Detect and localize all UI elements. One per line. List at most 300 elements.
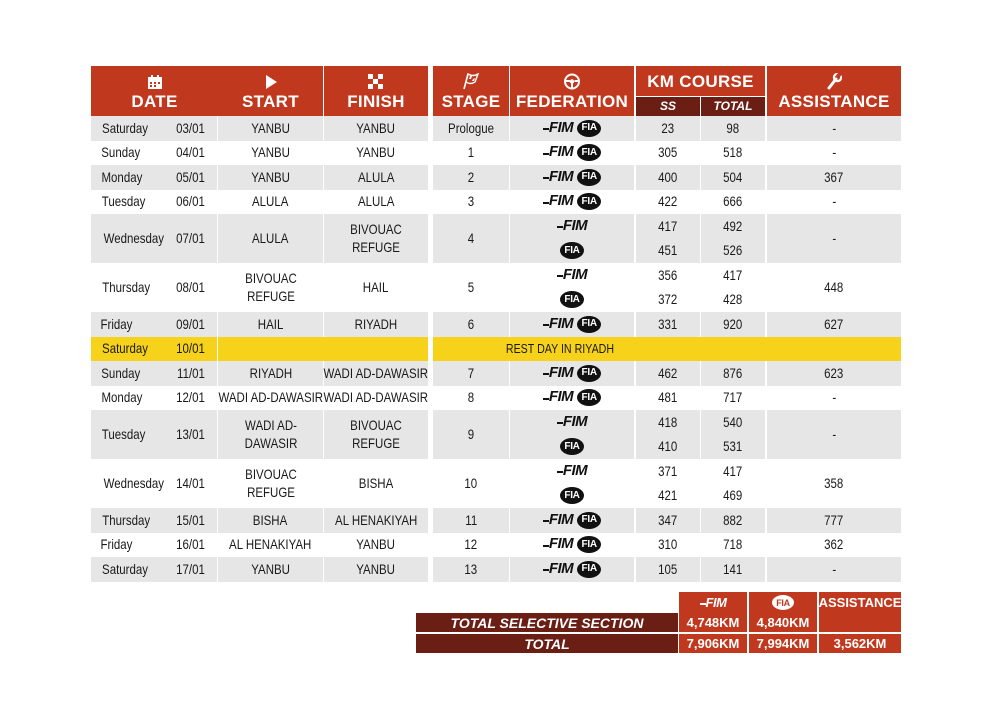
row-stage <box>433 459 509 508</box>
row-federation <box>510 508 634 533</box>
table-row <box>91 337 901 362</box>
row-assistance-text: - <box>832 119 836 136</box>
row-total <box>701 386 765 411</box>
totals-header-assistance: ASSISTANCE <box>819 592 901 613</box>
row-finish <box>324 141 428 166</box>
fia-logo-icon: FIA <box>560 438 584 455</box>
row-assistance-text: 358 <box>824 474 844 491</box>
row-ss-text: 462 <box>658 364 678 381</box>
row-start-text: ALULA <box>252 193 289 209</box>
row-start <box>218 190 323 215</box>
row-day <box>91 361 165 386</box>
row-day-text: Monday <box>101 389 143 405</box>
row-total-fia-text: 531 <box>723 438 743 454</box>
column-divider <box>428 66 433 582</box>
row-ss <box>636 386 700 411</box>
row-ss-fim <box>636 263 700 288</box>
row-federation <box>510 190 634 215</box>
row-date <box>165 533 217 558</box>
federation-logos <box>543 168 601 187</box>
row-federation <box>510 165 634 190</box>
row-date-text: 08/01 <box>176 278 206 295</box>
row-total-text: 717 <box>723 389 743 405</box>
row-finish <box>324 508 428 533</box>
row-start <box>218 214 323 263</box>
federation-logos <box>543 364 601 383</box>
wrench-icon <box>826 73 842 90</box>
header-date-label: DATE <box>131 92 178 111</box>
header-federation-label: FEDERATION <box>515 92 629 111</box>
header-assistance-label: ASSISTANCE <box>778 92 890 111</box>
row-start <box>218 459 323 508</box>
row-date-text: 11/01 <box>177 364 205 381</box>
header-assistance <box>767 66 901 116</box>
row-start <box>218 533 323 558</box>
row-ss <box>636 312 700 337</box>
row-finish-text: WADI AD-DAWASIR <box>323 364 429 381</box>
row-total-text: 666 <box>723 193 743 209</box>
row-ss <box>636 533 700 558</box>
row-date <box>165 410 217 459</box>
row-day <box>91 263 165 312</box>
federation-logos <box>543 315 601 334</box>
row-ss <box>636 165 700 190</box>
row-finish <box>324 459 428 508</box>
header-km-course-label: KM COURSE <box>647 72 754 91</box>
row-date <box>165 557 217 582</box>
checkered-flag-icon <box>368 73 384 90</box>
fia-logo-icon: FIA <box>577 169 601 186</box>
row-start <box>218 386 323 411</box>
row-day <box>91 533 165 558</box>
fim-logo-icon: FIM <box>557 413 587 432</box>
row-federation <box>510 116 634 141</box>
row-date-text: 07/01 <box>176 229 206 246</box>
row-date-text: 04/01 <box>176 144 206 160</box>
row-total-text: 98 <box>726 119 740 136</box>
row-total-fia-text: 469 <box>723 487 743 503</box>
row-total-text: 718 <box>723 536 743 552</box>
row-assistance <box>767 141 901 166</box>
row-assistance-text: - <box>832 389 836 405</box>
fim-logo-icon: FIM <box>543 192 573 211</box>
row-assistance <box>767 557 901 582</box>
row-ss-text: 23 <box>661 119 675 136</box>
row-date <box>165 165 217 190</box>
row-total-text: 504 <box>723 168 743 185</box>
fia-logo-icon: FIA <box>577 144 601 161</box>
row-assistance-text: 362 <box>824 536 844 552</box>
table-row <box>91 141 901 166</box>
row-federation-fim <box>510 410 634 435</box>
rest-day-label <box>218 337 901 362</box>
row-day <box>91 214 165 263</box>
row-ss <box>636 190 700 215</box>
row-stage <box>433 214 509 263</box>
row-day-text: Saturday <box>102 340 149 356</box>
row-start-text: YANBU <box>251 144 290 160</box>
fim-logo-icon: FIM <box>700 595 727 610</box>
play-icon <box>264 73 278 90</box>
fim-logo-icon: FIM <box>543 168 573 187</box>
row-date <box>165 312 217 337</box>
row-start-text: AL HENAKIYAH <box>229 536 312 552</box>
row-stage <box>433 361 509 386</box>
row-date <box>165 116 217 141</box>
total-selective-assistance <box>819 613 901 632</box>
row-assistance <box>767 459 901 508</box>
row-ss-fim <box>636 459 700 484</box>
row-date-text: 10/01 <box>176 340 206 356</box>
row-day <box>91 312 165 337</box>
row-finish <box>324 312 428 337</box>
row-finish-text: RIYADH <box>354 315 398 332</box>
row-date <box>165 386 217 411</box>
row-finish <box>324 410 428 459</box>
row-ss <box>636 116 700 141</box>
row-federation-fia <box>510 239 634 264</box>
row-assistance-text: 627 <box>824 315 844 332</box>
row-start-text: WADI AD-DAWASIR <box>244 417 297 451</box>
row-assistance-text: - <box>832 560 836 577</box>
row-total-fim <box>701 214 765 239</box>
fim-logo-icon: FIM <box>543 119 573 138</box>
row-day-text: Friday <box>100 315 133 332</box>
fim-logo-icon: FIM <box>543 143 573 162</box>
row-assistance <box>767 165 901 190</box>
fim-logo-icon: FIM <box>543 535 573 554</box>
row-start-text: BISHA <box>253 511 288 528</box>
row-ss-fia <box>636 288 700 313</box>
header-federation <box>510 66 634 116</box>
federation-logos <box>543 511 601 530</box>
totals-header-fim <box>679 592 747 613</box>
table-row <box>91 386 901 411</box>
row-federation <box>510 533 634 558</box>
row-ss <box>636 508 700 533</box>
row-federation <box>510 361 634 386</box>
header-start-label: START <box>242 92 299 111</box>
row-total-fim <box>701 263 765 288</box>
table-row <box>91 410 901 459</box>
fia-logo-icon: FIA <box>577 316 601 333</box>
row-federation <box>510 312 634 337</box>
row-stage <box>433 533 509 558</box>
fim-logo-icon: FIM <box>543 364 573 383</box>
row-date <box>165 508 217 533</box>
row-stage-text: 13 <box>464 560 478 577</box>
row-stage-text: 2 <box>467 168 475 185</box>
row-day-text: Saturday <box>102 119 149 136</box>
row-assistance-text: - <box>832 229 836 246</box>
total-selective-fim: 4,748KM <box>679 613 747 632</box>
calendar-icon <box>147 73 163 90</box>
row-date-text: 06/01 <box>176 193 206 209</box>
row-total-fia-text: 428 <box>723 291 743 307</box>
row-total <box>701 141 765 166</box>
row-assistance <box>767 214 901 263</box>
header-km-course <box>636 66 765 96</box>
row-total-fia <box>701 288 765 313</box>
fim-logo-icon: FIM <box>543 315 573 334</box>
rest-day-text: REST DAY IN RIYADH <box>505 340 614 356</box>
row-stage <box>433 116 509 141</box>
row-date-text: 17/01 <box>176 560 206 577</box>
row-day-text: Thursday <box>102 511 151 528</box>
row-day-text: Tuesday <box>101 425 146 442</box>
row-total-fia-text: 526 <box>723 242 743 258</box>
row-ss-fia-text: 421 <box>658 487 678 503</box>
total-label: TOTAL <box>416 634 678 653</box>
row-date <box>165 190 217 215</box>
row-ss <box>636 141 700 166</box>
row-total-text: 518 <box>723 144 743 160</box>
row-total <box>701 557 765 582</box>
row-total-fia <box>701 484 765 509</box>
total-selective-label: TOTAL SELECTIVE SECTION <box>416 613 678 632</box>
row-start-text: RIYADH <box>249 364 292 381</box>
row-day <box>91 508 165 533</box>
fia-logo-icon: FIA <box>577 193 601 210</box>
table-row <box>91 312 901 337</box>
row-federation-fim <box>510 263 634 288</box>
row-federation-fia <box>510 288 634 313</box>
fia-logo-icon: FIA <box>560 242 584 259</box>
row-finish-text: BISHA <box>358 474 394 491</box>
fim-logo-icon: FIM <box>543 388 573 407</box>
total-fim: 7,906KM <box>679 634 747 653</box>
row-start <box>218 312 323 337</box>
row-total-fim-text: 540 <box>723 413 743 430</box>
row-start-text: BIVOUAC REFUGE <box>244 270 297 304</box>
fim-logo-icon: FIM <box>543 511 573 530</box>
row-total <box>701 312 765 337</box>
row-ss-fim-text: 371 <box>658 462 678 479</box>
row-date-text: 13/01 <box>176 425 206 442</box>
row-day-text: Sunday <box>101 144 141 160</box>
row-assistance-text: - <box>832 193 836 209</box>
row-finish <box>324 116 428 141</box>
fia-logo-icon: FIA <box>577 512 601 529</box>
fia-logo-icon: FIA <box>577 120 601 137</box>
row-federation <box>510 386 634 411</box>
row-assistance-text: 777 <box>824 511 844 528</box>
row-ss-text: 347 <box>658 511 678 528</box>
row-day-text: Friday <box>100 536 133 552</box>
row-assistance <box>767 190 901 215</box>
row-finish <box>324 557 428 582</box>
row-federation-fim <box>510 459 634 484</box>
row-assistance-text: 623 <box>824 364 844 381</box>
row-day <box>91 557 165 582</box>
row-stage-text: 9 <box>467 425 475 442</box>
row-stage-text: 10 <box>464 474 478 491</box>
row-finish-text: YANBU <box>356 144 396 160</box>
row-ss-fia <box>636 435 700 460</box>
row-start-text: ALULA <box>252 229 289 246</box>
header-finish-label: FINISH <box>347 92 405 111</box>
row-finish <box>324 165 428 190</box>
row-assistance-text: - <box>832 144 836 160</box>
fia-logo-icon: FIA <box>560 487 584 504</box>
table-row <box>91 533 901 558</box>
table-row <box>91 263 901 312</box>
row-ss <box>636 557 700 582</box>
row-stage <box>433 312 509 337</box>
row-stage-text: 4 <box>467 229 475 246</box>
row-day-text: Saturday <box>102 560 149 577</box>
row-date <box>165 337 217 362</box>
row-finish <box>324 361 428 386</box>
row-total-fim <box>701 410 765 435</box>
row-stage-text: 3 <box>467 193 475 209</box>
row-start-text: HAIL <box>257 315 284 332</box>
federation-logos <box>543 143 601 162</box>
row-day-text: Wednesday <box>103 229 165 246</box>
row-total-fia <box>701 435 765 460</box>
fia-logo-icon: FIA <box>560 291 584 308</box>
row-stage-text: 5 <box>467 278 475 295</box>
table-row <box>91 190 901 215</box>
row-total-fim-text: 417 <box>723 266 743 283</box>
row-stage <box>433 190 509 215</box>
table-row <box>91 165 901 190</box>
fia-logo-icon: FIA <box>577 536 601 553</box>
row-day <box>91 459 165 508</box>
row-start <box>218 116 323 141</box>
row-date-text: 03/01 <box>176 119 206 136</box>
row-stage <box>433 263 509 312</box>
row-ss-fim <box>636 410 700 435</box>
row-finish-text: BIVOUAC REFUGE <box>350 221 402 255</box>
header-stage-label: STAGE <box>441 92 501 111</box>
row-stage-text: 1 <box>467 144 475 160</box>
row-total <box>701 508 765 533</box>
row-start <box>218 263 323 312</box>
row-assistance-text: 367 <box>824 168 844 185</box>
row-finish-text: YANBU <box>356 536 396 552</box>
row-finish <box>324 263 428 312</box>
row-ss-text: 481 <box>658 389 678 405</box>
row-day-text: Sunday <box>101 364 141 381</box>
fim-logo-icon: FIM <box>557 217 587 236</box>
fia-logo-icon: FIA <box>577 389 601 406</box>
fim-logo-icon: FIM <box>557 462 587 481</box>
row-ss-fim-text: 418 <box>658 413 678 430</box>
row-assistance-text: - <box>832 425 836 442</box>
row-start <box>218 557 323 582</box>
row-day-text: Monday <box>101 168 143 185</box>
row-day-text: Wednesday <box>103 474 165 491</box>
row-ss-fia-text: 372 <box>658 291 678 307</box>
row-federation-fia <box>510 435 634 460</box>
row-total <box>701 165 765 190</box>
row-day-text: Thursday <box>102 278 151 295</box>
table-row <box>91 214 901 263</box>
table-row <box>91 508 901 533</box>
row-stage-text: Prologue <box>448 119 494 136</box>
header-ss: SS <box>636 97 700 116</box>
row-assistance <box>767 312 901 337</box>
row-ss-fia-text: 451 <box>658 242 678 258</box>
row-ss-fia-text: 410 <box>658 438 678 454</box>
row-ss-text: 105 <box>658 560 678 577</box>
row-start-text: BIVOUAC REFUGE <box>244 466 297 500</box>
row-start <box>218 141 323 166</box>
row-ss-fia <box>636 239 700 264</box>
row-day-text: Tuesday <box>101 193 146 209</box>
row-stage <box>433 410 509 459</box>
row-finish-text: ALULA <box>357 193 395 209</box>
row-total <box>701 361 765 386</box>
row-stage <box>433 386 509 411</box>
row-total-fim-text: 492 <box>723 217 743 234</box>
row-assistance <box>767 116 901 141</box>
row-federation-fim <box>510 214 634 239</box>
row-start <box>218 508 323 533</box>
row-stage-text: 8 <box>467 389 475 405</box>
row-date <box>165 141 217 166</box>
fia-logo-icon: FIA <box>577 561 601 578</box>
row-start <box>218 361 323 386</box>
fia-logo-icon: FIA <box>577 365 601 382</box>
total-fia: 7,994KM <box>749 634 817 653</box>
row-day <box>91 141 165 166</box>
table-row <box>91 459 901 508</box>
federation-logos <box>543 192 601 211</box>
row-start-text: WADI AD-DAWASIR <box>218 389 323 405</box>
row-day <box>91 410 165 459</box>
header-stage <box>433 66 509 116</box>
row-start <box>218 165 323 190</box>
federation-logos <box>543 388 601 407</box>
row-finish-text: AL HENAKIYAH <box>334 511 418 528</box>
row-stage <box>433 557 509 582</box>
row-date-text: 14/01 <box>176 474 206 491</box>
row-assistance <box>767 263 901 312</box>
row-date-text: 12/01 <box>176 389 206 405</box>
row-assistance <box>767 508 901 533</box>
row-stage-text: 12 <box>464 536 478 552</box>
total-selective-fia: 4,840KM <box>749 613 817 632</box>
row-total <box>701 533 765 558</box>
row-total <box>701 116 765 141</box>
row-ss-fia <box>636 484 700 509</box>
header-start <box>218 66 323 116</box>
row-total-text: 882 <box>723 511 743 528</box>
row-start-text: YANBU <box>251 168 290 185</box>
racing-flag-icon <box>462 73 480 90</box>
row-start-text: YANBU <box>251 560 290 577</box>
row-total-text: 920 <box>723 315 743 332</box>
row-day <box>91 190 165 215</box>
total-assistance: 3,562KM <box>819 634 901 653</box>
itinerary-table <box>91 66 901 582</box>
row-date <box>165 263 217 312</box>
fim-logo-icon: FIM <box>543 560 573 579</box>
fia-logo-icon: FIA <box>772 595 794 610</box>
row-stage-text: 6 <box>467 315 475 332</box>
row-assistance-text: 448 <box>824 278 844 295</box>
row-stage <box>433 141 509 166</box>
row-day <box>91 165 165 190</box>
row-stage <box>433 508 509 533</box>
row-day <box>91 386 165 411</box>
row-day <box>91 116 165 141</box>
row-assistance <box>767 361 901 386</box>
header-date <box>91 66 218 116</box>
fim-logo-icon: FIM <box>557 266 587 285</box>
